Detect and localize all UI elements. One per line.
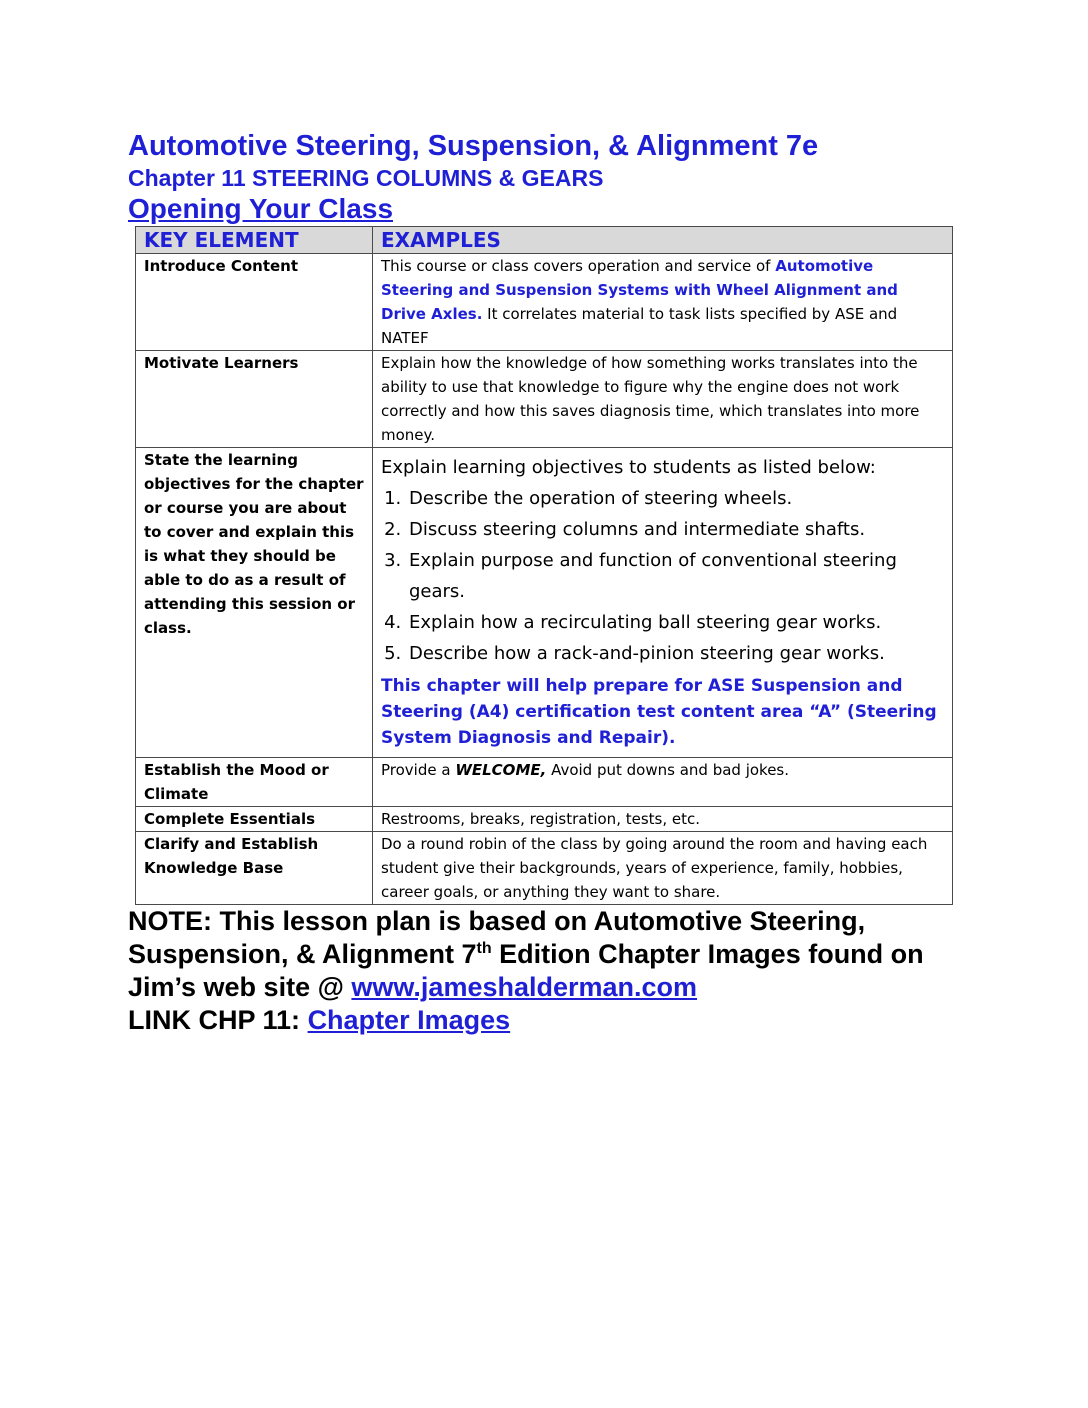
intro-text-after: It correlates material to task lists specified by ASE and NATEF (381, 305, 898, 347)
chapter-heading: Chapter 11 STEERING COLUMNS & GEARS (128, 165, 604, 191)
example-cell: Restrooms, breaks, registration, tests, etc. (373, 807, 953, 832)
key-cell: Establish the Mood or Climate (136, 758, 373, 807)
lesson-plan-note (128, 905, 958, 1004)
key-cell: Motivate Learners (136, 351, 373, 448)
intro-highlight: Automotive Steering and Suspension Systems with Wheel Alignment and Drive Axles. (381, 257, 898, 323)
example-cell (373, 758, 953, 807)
objective-item: 5. Describe how a rack-and-pinion steering gear works. (407, 638, 944, 669)
note-part-2: Edition Chapter Images found on Jim’s web site @ (128, 939, 924, 1002)
key-cell: Introduce Content (136, 254, 373, 351)
example-cell: Do a round robin of the class by going around the room and having each student give their backgrounds, years of experience, family, hobbies, career goals, or anything they want to share. (373, 832, 953, 905)
header-examples: EXAMPLES (373, 227, 953, 254)
objectives-cell (373, 448, 953, 758)
objectives-list (381, 483, 944, 669)
table-header-row (136, 227, 953, 254)
objective-item: 4. Explain how a recirculating ball steering gear works. (407, 607, 944, 638)
objective-item: 1. Describe the operation of steering wheels. (407, 483, 944, 514)
document-page (128, 128, 958, 1037)
table-row (136, 448, 953, 758)
header-key-element: KEY ELEMENT (136, 227, 373, 254)
chapter-images-link[interactable]: Chapter Images (307, 1005, 511, 1035)
chapter-link-line (128, 1004, 958, 1037)
ase-certification-note: This chapter will help prepare for ASE Suspension and Steering (A4) certification test content area “A” (Steering System Diagnosis and Repair). (381, 676, 937, 748)
key-cell: Clarify and Establish Knowledge Base (136, 832, 373, 905)
table-row (136, 832, 953, 905)
table-row (136, 758, 953, 807)
lesson-plan-table (135, 226, 953, 905)
note-part-1: NOTE: This lesson plan is based on Automotive Steering, Suspension, & Alignment 7 (128, 906, 866, 969)
example-cell (373, 254, 953, 351)
website-link[interactable]: www.jameshalderman.com (351, 972, 698, 1002)
objective-item: 2. Discuss steering columns and intermediate shafts. (407, 514, 944, 545)
table-row (136, 807, 953, 832)
link-label: LINK CHP 11: (128, 1005, 308, 1035)
mood-text-after: Avoid put downs and bad jokes. (546, 761, 790, 779)
objective-item: 3. Explain purpose and function of conventional steering gears. (407, 545, 944, 607)
note-superscript: th (476, 940, 492, 957)
welcome-emphasis: WELCOME, (455, 761, 547, 779)
table-row (136, 254, 953, 351)
section-heading: Opening Your Class (128, 193, 394, 224)
key-cell: Complete Essentials (136, 807, 373, 832)
key-cell: State the learning objectives for the chapter or course you are about to cover and explain this is what they should be able to do as a result of attending this session or class. (136, 448, 373, 758)
example-cell: Explain how the knowledge of how something works translates into the ability to use that knowledge to figure why the engine does not work correctly and how this saves diagnosis time, which translates into more money. (373, 351, 953, 448)
table-row (136, 351, 953, 448)
document-title: Automotive Steering, Suspension, & Alignment 7e (128, 130, 819, 162)
objectives-intro: Explain learning objectives to students as listed below: (381, 457, 876, 478)
mood-text-before: Provide a (381, 761, 456, 779)
intro-text-before: This course or class covers operation and service of (381, 257, 776, 275)
